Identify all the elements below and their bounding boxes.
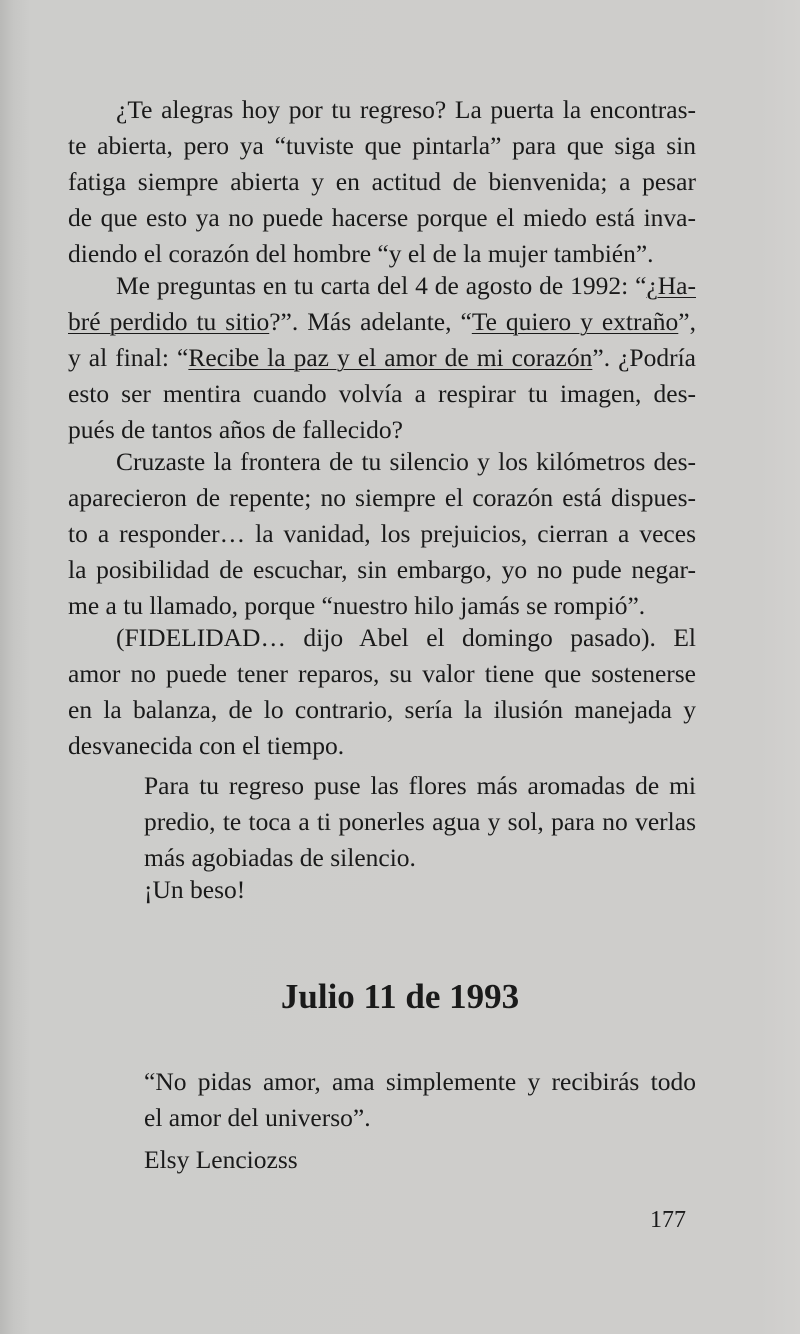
underlined-quote: ¿Ha- bbox=[646, 271, 696, 300]
text-line: ¿Te alegras hoy por tu regreso? La puerta la encontras- bbox=[116, 95, 696, 124]
underlined-quote: Recibe la paz y el amor de mi corazón bbox=[188, 343, 593, 372]
text-line: to a responder… la vanidad, los prejuicios, cierran a veces bbox=[68, 519, 696, 548]
text-line bbox=[68, 268, 696, 304]
text-line: predio, te toca a ti ponerles agua y sol, para no verlas bbox=[144, 807, 696, 836]
paragraph-letter-quotes bbox=[68, 268, 696, 448]
text-line: en la balanza, de lo contrario, sería la ilusión manejada y bbox=[68, 695, 696, 724]
text-line: de que esto ya no puede hacerse porque el miedo está inva- bbox=[68, 203, 696, 232]
closing-line bbox=[144, 872, 696, 908]
text-line bbox=[68, 340, 696, 376]
text-segment: ”. ¿Podría bbox=[592, 343, 696, 372]
epigraph-author: Elsy Lenciozss bbox=[144, 1145, 298, 1174]
text-segment: Me preguntas en tu carta del 4 de agosto de 1992: “ bbox=[116, 271, 647, 300]
text-line: Cruzaste la frontera de tu silencio y los kilómetros des- bbox=[116, 447, 696, 476]
paragraph-fidelity bbox=[68, 620, 696, 764]
text-segment: ?”. Más adelante, “ bbox=[269, 307, 472, 336]
text-line: esto ser mentira cuando volvía a respirar tu imagen, des- bbox=[68, 379, 696, 408]
section-heading: Julio 11 de 1993 bbox=[280, 977, 520, 1016]
text-segment: ”, bbox=[678, 307, 696, 336]
text-line: la posibilidad de escuchar, sin embargo, yo no pude negar- bbox=[68, 555, 696, 584]
text-line: Para tu regreso puse las flores más aromadas de mi bbox=[144, 771, 696, 800]
text-segment: y al final: “ bbox=[68, 343, 189, 372]
paragraph-flowers bbox=[144, 768, 696, 876]
text-line: desvanecida con el tiempo. bbox=[68, 731, 345, 760]
text-line: me a tu llamado, porque “nuestro hilo jamás se rompió”. bbox=[68, 591, 646, 620]
paragraph-return bbox=[68, 92, 696, 272]
text-line: amor no puede tener reparos, su valor tiene que sostenerse bbox=[68, 659, 696, 688]
closing-text: ¡Un beso! bbox=[144, 875, 246, 904]
text-line: aparecieron de repente; no siempre el corazón está dispues- bbox=[68, 483, 696, 512]
text-line: te abierta, pero ya “tuviste que pintarla” para que siga sin bbox=[68, 131, 696, 160]
text-line: más agobiadas de silencio. bbox=[144, 843, 416, 872]
epigraph bbox=[144, 1064, 696, 1178]
paragraph-silence bbox=[68, 444, 696, 624]
underlined-quote: Te quiero y extraño bbox=[471, 307, 679, 336]
page-number: 177 bbox=[650, 1207, 686, 1233]
text-line: (FIDELIDAD… dijo Abel el domingo pasado). El bbox=[116, 623, 696, 652]
text-line bbox=[68, 304, 696, 340]
text-line: fatiga siempre abierta y en actitud de bienvenida; a pesar bbox=[68, 167, 696, 196]
text-line: pués de tantos años de fallecido? bbox=[68, 415, 403, 444]
underlined-quote: bré perdido tu sitio bbox=[68, 307, 270, 336]
epigraph-line: el amor del universo”. bbox=[144, 1103, 371, 1132]
text-line: diendo el corazón del hombre “y el de la mujer también”. bbox=[68, 239, 654, 268]
epigraph-line: “No pidas amor, ama simplemente y recibirás todo bbox=[144, 1067, 696, 1096]
